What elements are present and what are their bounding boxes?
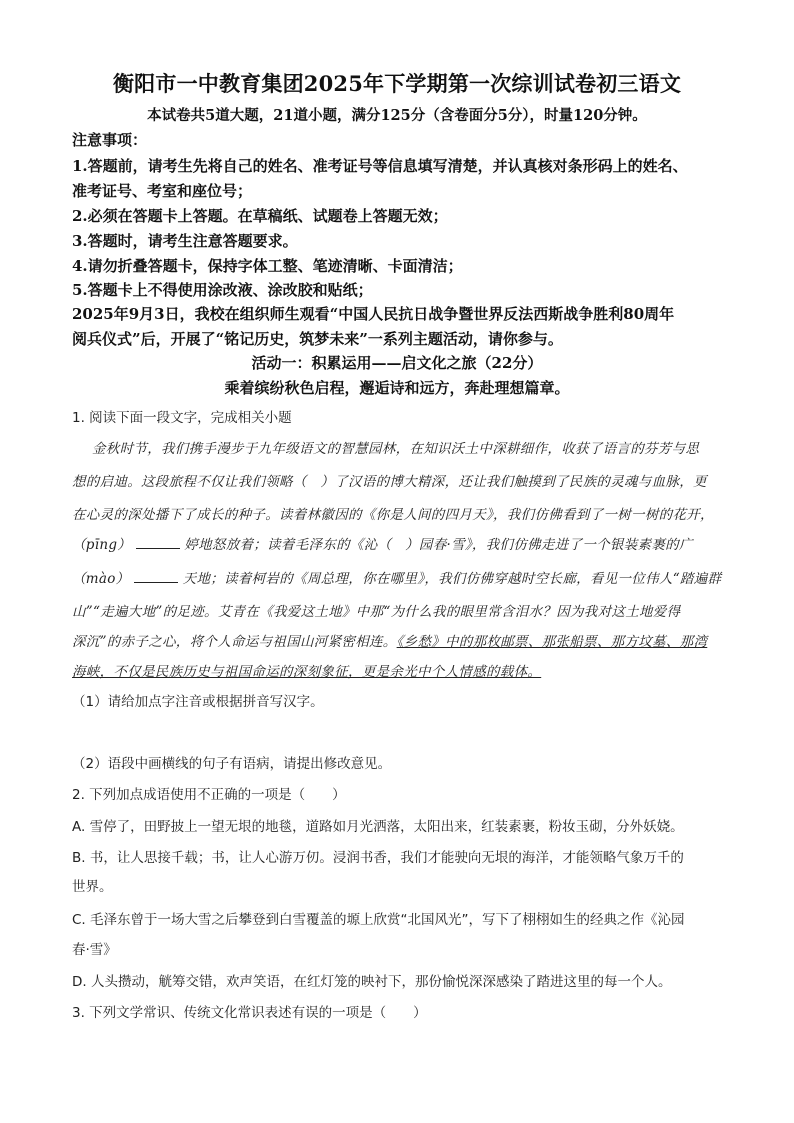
question-1-prompt: 1. 阅读下面一段文字，完成相关小题 <box>72 410 292 426</box>
passage-line <box>72 630 732 650</box>
option-a[interactable]: A. 雪停了，田野披上一望无垠的地毯，道路如月光洒落，太阳出来，红装素裹，粉妆玉砌，分外妖娆。 <box>72 819 684 835</box>
notice-item: 准考证号、考室和座位号； <box>72 182 253 200</box>
notice-item: 5.答题卡上不得使用涂改液、涂改胶和贴纸； <box>72 281 373 299</box>
passage-line: 金秋时节，我们携手漫步于九年级语文的智慧园林，在知识沃土中深耕细作，收获了语言的芬芳与思 <box>92 441 700 457</box>
notice-item: 2.必须在答题卡上答题。在草稿纸、试题卷上答题无效； <box>72 207 448 225</box>
notice-item: 3.答题时，请考生注意答题要求。 <box>72 232 298 250</box>
answer-blank[interactable] <box>134 569 178 583</box>
passage-line <box>72 567 732 587</box>
pinyin-mao: （mào） <box>72 571 130 587</box>
exam-subtitle: 本试卷共5道大题，21道小题，满分125分（含卷面分5分），时量120分钟。 <box>147 107 647 124</box>
passage-line: 想的启迪。这段旅程不仅让我们领略（ ）了汉语的博大精深，还让我们触摸到了民族的灵魂与血脉，更 <box>72 474 707 490</box>
underlined-sentence: 海峡，不仅是民族历史与祖国命运的深刻象征，更是余光中个人情感的载体。 <box>72 664 542 680</box>
answer-blank[interactable] <box>136 535 180 549</box>
option-c[interactable]: C. 毛泽东曾于一场大雪之后攀登到白雪覆盖的塬上欣赏“北国风光”，写下了栩栩如生的经典之作《沁园 <box>72 912 685 928</box>
option-c-cont: 春·雪》 <box>72 942 117 958</box>
option-b-cont: 世界。 <box>72 879 113 895</box>
exam-title: 衡阳市一中教育集团2025年下学期第一次综训试卷初三语文 <box>112 71 682 96</box>
subquestion-2: （2）语段中画横线的句子有语病，请提出修改意见。 <box>72 756 392 772</box>
passage-line: 山”“走遍大地”的足迹。艾青在《我爱这土地》中那“为什么我的眼里常含泪水？因为我对这土地爱得 <box>72 604 681 620</box>
subquestion-1: （1）请给加点字注音或根据拼音写汉字。 <box>72 694 324 710</box>
passage-text: 深沉”的赤子之心，将个人命运与祖国山河紧密相连。 <box>72 634 397 650</box>
pinyin-ping: （pīng） <box>72 537 132 553</box>
passage-line: 在心灵的深处播下了成长的种子。读着林徽因的《你是人间的四月天》，我们仿佛看到了一树一树的花开， <box>72 507 714 523</box>
question-2-prompt: 2. 下列加点成语使用不正确的一项是（ ） <box>72 787 346 803</box>
activity-slogan: 乘着缤纷秋色启程，邂逅诗和远方，奔赴理想篇章。 <box>224 379 570 397</box>
notice-heading: 注意事项： <box>72 131 148 149</box>
activity-title: 活动一：积累运用——启文化之旅（22分） <box>251 354 543 372</box>
passage-text: 婷地怒放着；读着毛泽东的《沁（ ）园春·雪》，我们仿佛走进了一个银装素裹的广 <box>184 537 693 553</box>
passage-line <box>72 533 732 553</box>
intro-line: 2025年9月3日，我校在组织师生观看“中国人民抗日战争暨世界反法西斯战争胜利80周年 <box>72 305 675 323</box>
notice-item: 4.请勿折叠答题卡，保持字体工整、笔迹清晰、卡面清洁； <box>72 257 463 275</box>
option-d[interactable]: D. 人头攒动，觥筹交错，欢声笑语，在红灯笼的映衬下，那份愉悦深深感染了踏进这里的每一个人。 <box>72 974 672 990</box>
notice-item: 1.答题前，请考生先将自己的姓名、准考证号等信息填写清楚，并认真核对条形码上的姓名、 <box>72 157 688 175</box>
intro-line: 阅兵仪式”后，开展了“铭记历史，筑梦未来”一系列主题活动，请你参与。 <box>72 330 563 348</box>
passage-text: 天地；读着柯岩的《周总理，你在哪里》，我们仿佛穿越时空长廊，看见一位伟人“踏遍群 <box>182 571 722 587</box>
underlined-sentence: 《乡愁》中的那枚邮票、那张船票、那方坟墓、那湾 <box>396 634 708 650</box>
question-3-prompt: 3. 下列文学常识、传统文化常识表述有误的一项是（ ） <box>72 1005 427 1021</box>
option-b[interactable]: B. 书，让人思接千载；书，让人心游万仞。浸润书香，我们才能驶向无垠的海洋，才能领略气象万千的 <box>72 850 684 866</box>
